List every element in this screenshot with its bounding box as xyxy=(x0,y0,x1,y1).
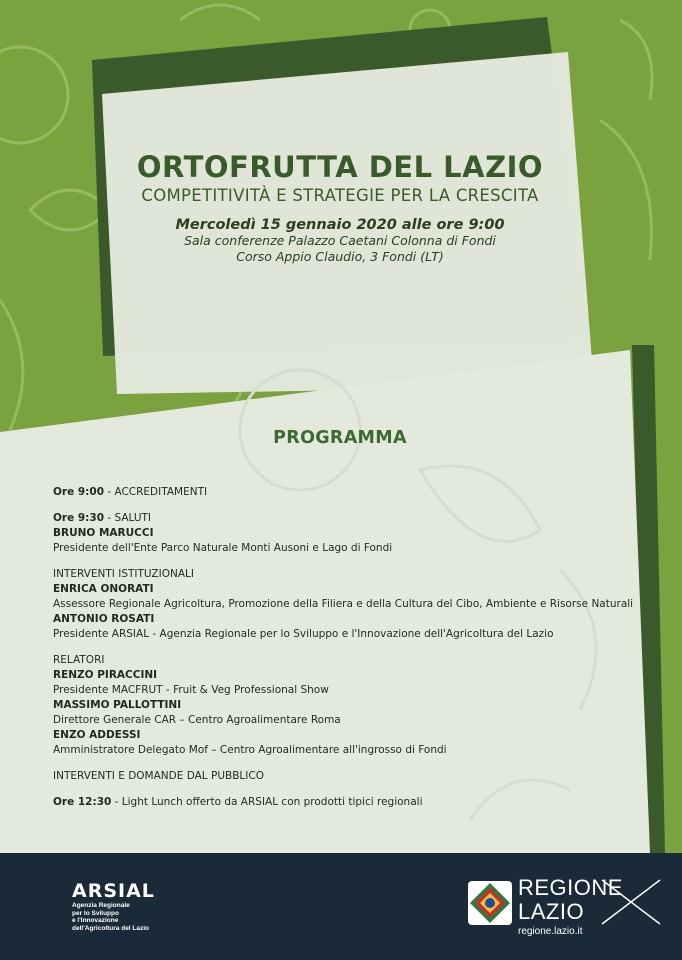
agenda-time: Ore 9:00 xyxy=(53,486,104,498)
section-label-domande: INTERVENTI E DOMANDE DAL PUBBLICO xyxy=(53,770,264,782)
agenda-label: - SALUTI xyxy=(104,512,152,524)
regione-lazio-emblem-icon xyxy=(465,878,515,928)
speaker-role: Presidente ARSIAL - Agenzia Regionale per lo Sviluppo e l'Innovazione dell'Agricoltura del Lazio xyxy=(53,628,554,640)
arsial-logo-name: ARSIAL xyxy=(72,880,155,902)
arsial-logo-line: per lo Sviluppo xyxy=(72,909,119,917)
section-label-interventi: INTERVENTI ISTITUZIONALI xyxy=(53,568,194,580)
agenda-label: - ACCREDITAMENTI xyxy=(104,486,208,498)
regione-logo-line1: REGIONE xyxy=(518,875,623,900)
agenda-item-accreditamenti xyxy=(53,485,653,500)
speaker-name: RENZO PIRACCINI xyxy=(53,669,158,681)
speaker-role: Direttore Generale CAR – Centro Agroalimentare Roma xyxy=(53,714,341,726)
speaker-name: ANTONIO ROSATI xyxy=(53,613,155,625)
event-title: ORTOFRUTTA DEL LAZIO xyxy=(136,150,544,184)
agenda-time: Ore 9:30 xyxy=(53,512,104,524)
agenda-item-lunch xyxy=(53,795,653,810)
speaker-role: Assessore Regionale Agricoltura, Promozione della Filiera e della Cultura del Cibo, Ambiente e Risorse Naturali xyxy=(53,598,634,610)
speaker-role: Presidente MACFRUT - Fruit & Veg Professional Show xyxy=(53,684,329,696)
arsial-logo xyxy=(72,880,155,932)
speaker-name: BRUNO MARUCCI xyxy=(53,527,154,539)
regione-url[interactable]: regione.lazio.it xyxy=(518,926,583,937)
event-venue: Sala conferenze Palazzo Caetani Colonna di Fondi xyxy=(184,233,496,248)
speaker-role: Presidente dell'Ente Parco Naturale Monti Ausoni e Lago di Fondi xyxy=(53,542,393,554)
programma-title: PROGRAMMA xyxy=(273,428,407,448)
programma-list xyxy=(53,485,653,810)
arsial-logo-line: Agenzia Regionale xyxy=(72,902,130,909)
agenda-label: - Light Lunch offerto da ARSIAL con prodotti tipici regionali xyxy=(111,796,423,808)
event-address: Corso Appio Claudio, 3 Fondi (LT) xyxy=(236,249,444,264)
event-subtitle: COMPETITIVITÀ E STRATEGIE PER LA CRESCITA xyxy=(141,186,539,205)
section-label-relatori: RELATORI xyxy=(53,654,105,666)
agenda-time: Ore 12:30 xyxy=(53,796,112,808)
speaker-name: ENRICA ONORATI xyxy=(53,583,154,595)
speaker-role: Amministratore Delegato Mof – Centro Agroalimentare all'ingrosso di Fondi xyxy=(53,744,447,756)
arsial-logo-line: dell'Agricoltura del Lazio xyxy=(72,924,150,932)
event-header xyxy=(90,150,590,265)
event-date: Mercoledì 15 gennaio 2020 alle ore 9:00 xyxy=(175,217,505,233)
regione-lazio-logo xyxy=(518,876,623,937)
speaker-name: ENZO ADDESSI xyxy=(53,729,141,741)
speaker-name: MASSIMO PALLOTTINI xyxy=(53,699,182,711)
arsial-logo-line: e l'Innovazione xyxy=(72,917,119,924)
regione-logo-line2: LAZIO xyxy=(518,899,585,924)
agenda-item-saluti xyxy=(53,511,653,526)
